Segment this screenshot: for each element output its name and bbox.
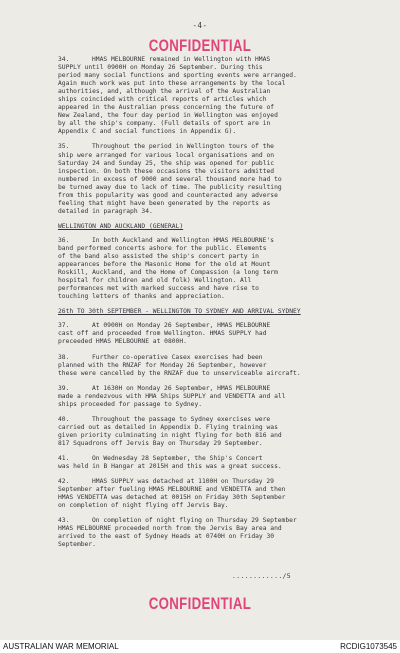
paragraph bbox=[58, 385, 358, 409]
paragraph-number: 38. bbox=[58, 353, 70, 361]
paragraph-line bbox=[58, 88, 358, 96]
paragraph-line bbox=[58, 152, 358, 160]
paragraph-line bbox=[58, 64, 358, 72]
paragraph-text: performances met with marked success and have rise to bbox=[58, 285, 259, 293]
paragraph-text: Appendix C and social functions in Appendix G). bbox=[58, 128, 237, 136]
paragraph bbox=[58, 143, 358, 215]
paragraph-text: September after fueling HMAS MELBOURNE and VENDETTA and then bbox=[58, 486, 286, 494]
paragraph-text: from this popularity was good and counteracted any adverse bbox=[58, 191, 278, 199]
paragraph-line bbox=[58, 72, 358, 80]
paragraph-text: ship were arranged for various local organisations and on bbox=[58, 151, 275, 159]
paragraph-line bbox=[58, 184, 358, 192]
paragraph-number: 35. bbox=[58, 143, 70, 151]
paragraph-line bbox=[58, 362, 358, 370]
paragraph-line bbox=[58, 455, 358, 463]
paragraph-text: be turned away due to lack of time. The publicity resulting bbox=[58, 183, 282, 191]
paragraph-line bbox=[58, 533, 358, 541]
archive-name: AUSTRALIAN WAR MEMORIAL bbox=[3, 642, 119, 651]
paragraph-text: period many social functions and sporting events were arranged. bbox=[58, 72, 297, 80]
paragraph-number: 39. bbox=[58, 384, 70, 392]
paragraph-number: 37. bbox=[58, 322, 70, 330]
paragraph-line bbox=[58, 494, 358, 502]
paragraph-line bbox=[58, 385, 358, 393]
paragraph-line bbox=[58, 245, 358, 253]
paragraph-number: 43. bbox=[58, 517, 70, 525]
paragraph-line bbox=[58, 354, 358, 362]
paragraph-line bbox=[58, 330, 358, 338]
paragraph-line bbox=[58, 393, 358, 401]
paragraph-line bbox=[58, 192, 358, 200]
paragraph-text: HMAS MELBOURNE remained in Wellington with HMAS bbox=[92, 56, 271, 63]
paragraph-group-general bbox=[58, 237, 358, 301]
paragraph-line bbox=[58, 261, 358, 269]
paragraph-text: On Wednesday 28 September, the Ship's Concert bbox=[92, 454, 263, 462]
paragraph-line bbox=[58, 277, 358, 285]
paragraph-text: September. bbox=[58, 541, 96, 549]
paragraph-line bbox=[58, 128, 358, 136]
paragraph-text: Again much work was put into these arrangements by the local bbox=[58, 80, 286, 88]
paragraph-text: made a rendezvous with HMA Ships SUPPLY and VENDETTA and all bbox=[58, 392, 286, 400]
archive-reference: RCDIG1073545 bbox=[340, 642, 397, 651]
page-number: -4- bbox=[192, 21, 208, 30]
paragraph-text: inspection. On both these occasions the visitors admitted bbox=[58, 167, 275, 175]
paragraph-text: arrived to the east of Sydney Heads at 0740H on Friday 30 bbox=[58, 533, 275, 541]
paragraph-text: numbered in excess of 9000 and several thousand more had to bbox=[58, 175, 282, 183]
paragraph-line bbox=[58, 432, 358, 440]
classification-stamp-bottom: CONFIDENTIAL bbox=[148, 594, 252, 613]
document-body bbox=[58, 56, 358, 556]
paragraph-number: 40. bbox=[58, 415, 70, 423]
paragraph-line bbox=[58, 56, 358, 64]
paragraph-text: Throughout the passage to Sydney exercises were bbox=[92, 415, 271, 423]
paragraph bbox=[58, 237, 358, 301]
paragraph-line bbox=[58, 370, 358, 378]
section-heading-wellington-auckland: WELLINGTON AND AUCKLAND (GENERAL) bbox=[58, 222, 184, 230]
paragraph-text: carried out as detailed in Appendix D. Flying training was bbox=[58, 423, 278, 431]
paragraph-group-wellington bbox=[58, 56, 358, 216]
paragraph-line bbox=[58, 486, 358, 494]
paragraph-text: At 0900H on Monday 26 September, HMAS MELBOURNE bbox=[92, 322, 271, 330]
paragraph-line bbox=[58, 541, 358, 549]
paragraph-text: touching letters of thanks and appreciation. bbox=[58, 293, 225, 301]
paragraph-line bbox=[58, 143, 358, 151]
paragraph-line bbox=[58, 401, 358, 409]
paragraph-line bbox=[58, 200, 358, 208]
paragraph-text: appearances before the Masonic Home for the old at Mount bbox=[58, 261, 271, 269]
paragraph-text: On completion of night flying on Thursday 29 September bbox=[92, 517, 297, 525]
paragraph-text: of the band also assisted the ship's concert party in bbox=[58, 253, 259, 261]
paragraph-text: detailed in paragraph 34. bbox=[58, 207, 153, 215]
paragraph-group-passage bbox=[58, 322, 358, 549]
paragraph-line bbox=[58, 208, 358, 216]
paragraph bbox=[58, 322, 358, 346]
paragraph-text: feeling that might have been generated by the reports as bbox=[58, 199, 271, 207]
paragraph-text: New Zealand, the four day period in Wellington was enjoyed bbox=[58, 112, 278, 120]
paragraph-line bbox=[58, 478, 358, 486]
paragraph-line bbox=[58, 293, 358, 301]
paragraph-text: HMAS VENDETTA was detached at 0015H on Friday 30th September bbox=[58, 494, 286, 502]
paragraph-line bbox=[58, 104, 358, 112]
paragraph-text: given priority culminating in night flying for both 816 and bbox=[58, 431, 282, 439]
paragraph-line bbox=[58, 517, 358, 525]
paragraph-line bbox=[58, 168, 358, 176]
paragraph-line bbox=[58, 322, 358, 330]
paragraph-line bbox=[58, 96, 358, 104]
paragraph bbox=[58, 56, 358, 136]
paragraph-number: 41. bbox=[58, 454, 70, 462]
paragraph-text: planned with the RNZAF for Monday 26 September, however bbox=[58, 361, 267, 369]
paragraph-number: 36. bbox=[58, 236, 70, 244]
paragraph bbox=[58, 416, 358, 448]
paragraph-line bbox=[58, 80, 358, 88]
paragraph-line bbox=[58, 237, 358, 245]
continuation-mark: ............/5 bbox=[232, 572, 291, 580]
paragraph-line bbox=[58, 502, 358, 510]
paragraph-text: Throughout the period in Wellington tours of the bbox=[92, 143, 274, 151]
paragraph-number: 42. bbox=[58, 478, 70, 486]
paragraph-text: Roskill, Auckland, and the Home of Compassion (a long term bbox=[58, 269, 278, 277]
paragraph-line bbox=[58, 285, 358, 293]
paragraph-line bbox=[58, 338, 358, 346]
paragraph-text: ships coincided with critical reports of articles which bbox=[58, 96, 267, 104]
classification-stamp-top: CONFIDENTIAL bbox=[148, 36, 252, 55]
paragraph-line bbox=[58, 269, 358, 277]
paragraph-text: by all the ship's company. (Full details of sport are in bbox=[58, 120, 271, 128]
paragraph-text: At 1630H on Monday 26 September, HMAS MELBOURNE bbox=[92, 384, 271, 392]
paragraph-text: appeared in the Australian press concerning the future of bbox=[58, 104, 275, 112]
paragraph-line bbox=[58, 120, 358, 128]
paragraph-line bbox=[58, 424, 358, 432]
paragraph-text: ships proceeded for passage to Sydney. bbox=[58, 400, 203, 408]
paragraph-line bbox=[58, 253, 358, 261]
paragraph-text: on completion of night flying off Jervis Bay. bbox=[58, 502, 229, 510]
paragraph bbox=[58, 478, 358, 510]
paragraph-text: SUPPLY until 0900H on Monday 26 September. During this bbox=[58, 64, 263, 72]
paragraph-text: 817 Squadrons off Jervis Bay on Thursday 29 September. bbox=[58, 439, 263, 447]
paragraph-text: these were cancelled by the RNZAF due to unserviceable aircraft. bbox=[58, 369, 301, 377]
paragraph-text: In both Auckland and Wellington HMAS MELBOURNE's bbox=[92, 236, 274, 244]
paragraph-text: cast off and proceeded from Wellington. HMAS SUPPLY had bbox=[58, 330, 267, 338]
paragraph-line bbox=[58, 416, 358, 424]
paragraph bbox=[58, 517, 358, 549]
paragraph-text: authorities, and, although the arrival of the Australian bbox=[58, 88, 271, 96]
paragraph bbox=[58, 354, 358, 378]
paragraph-text: hospital for children and old folk) Wellington. All bbox=[58, 277, 252, 285]
paragraph-text: HMAS MELBOURNE proceeded north from the Jervis Bay area and bbox=[58, 525, 282, 533]
paragraph-text: band performed concerts ashore for the public. Elements bbox=[58, 244, 267, 252]
paragraph-line bbox=[58, 112, 358, 120]
paragraph-text: preceeded HMAS MELBOURNE at 0800H. bbox=[58, 338, 187, 346]
paragraph-line bbox=[58, 525, 358, 533]
paragraph-text: Saturday 24 and Sunday 25, the ship was opened for public bbox=[58, 159, 275, 167]
archive-footer bbox=[0, 642, 400, 653]
paragraph-text: Further co-operative Casex exercises had been bbox=[92, 353, 263, 361]
section-heading-passage-sydney: 26th TO 30th SEPTEMBER - WELLINGTON TO SYDNEY AND ARRIVAL SYDNEY bbox=[58, 308, 301, 316]
paragraph-text: HMAS SUPPLY was detached at 1100H on Thursday 29 bbox=[92, 478, 274, 486]
paragraph-line bbox=[58, 176, 358, 184]
paragraph-text: was held in B Hangar at 2015H and this was a great success. bbox=[58, 463, 282, 471]
paragraph-line bbox=[58, 463, 358, 471]
paragraph-line bbox=[58, 440, 358, 448]
paragraph-line bbox=[58, 160, 358, 168]
paragraph-number: 34. bbox=[58, 56, 70, 63]
paragraph bbox=[58, 455, 358, 471]
